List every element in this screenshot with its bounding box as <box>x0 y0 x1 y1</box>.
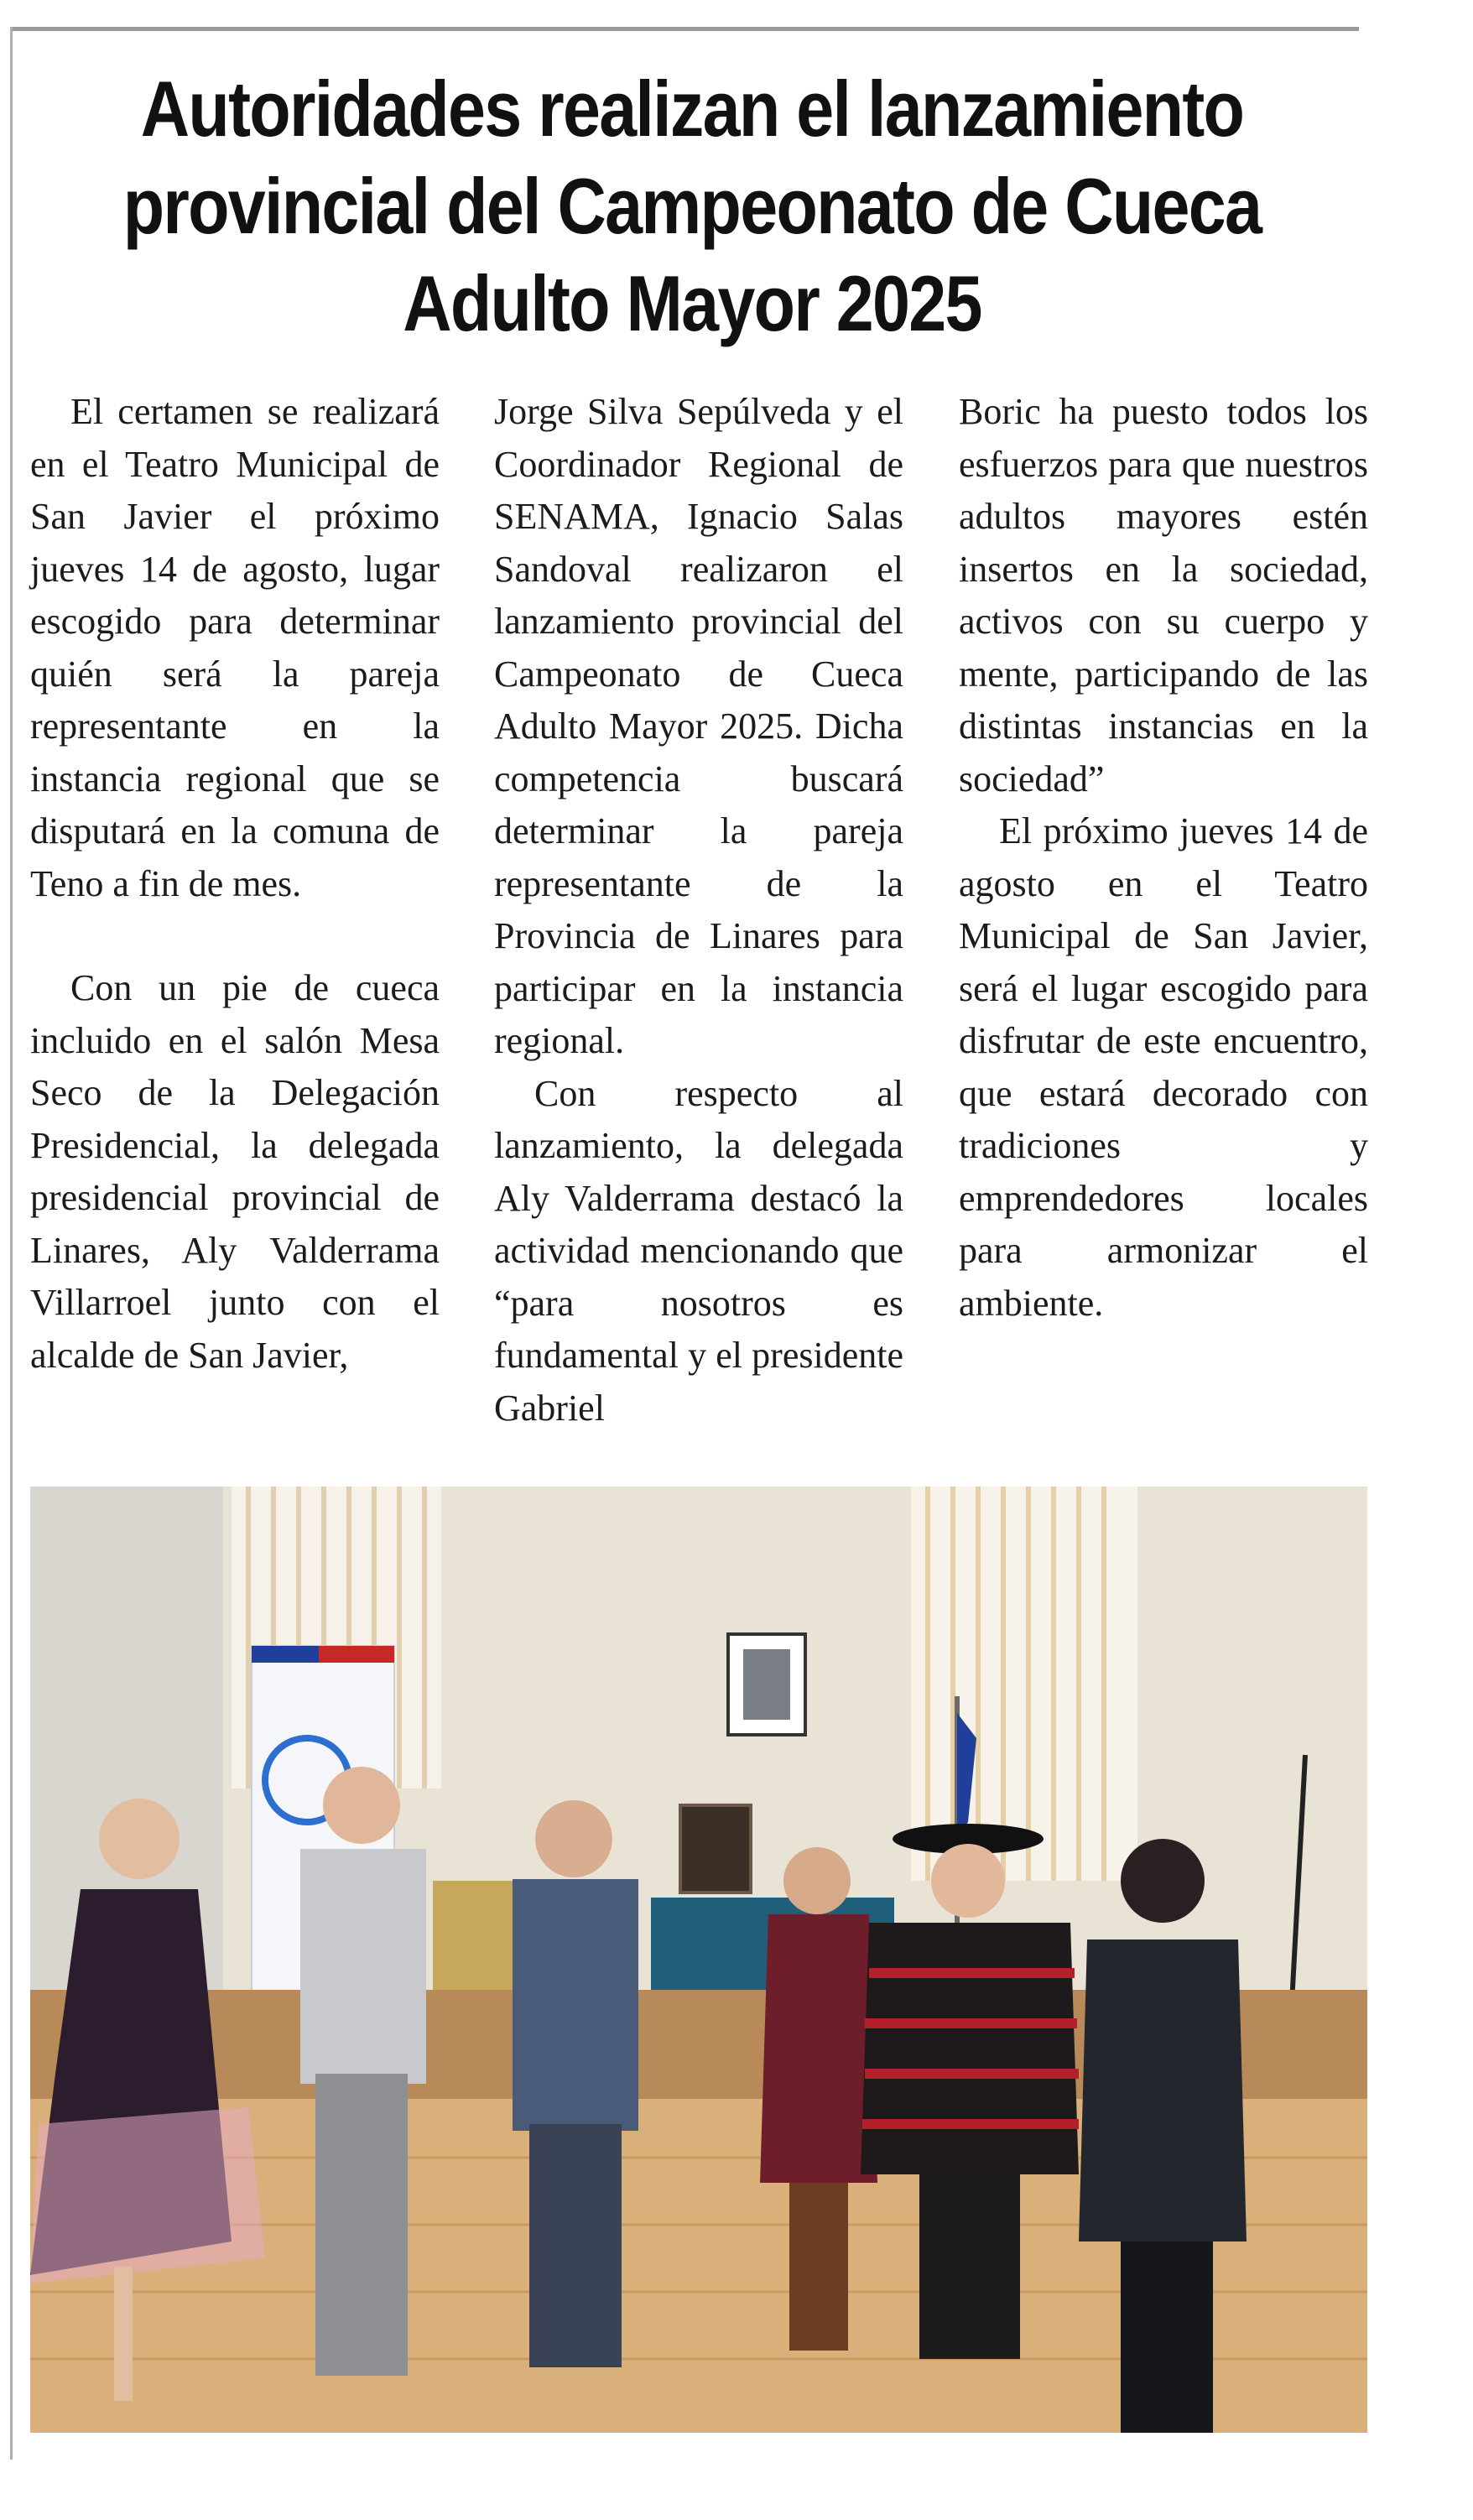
paragraph: Con respecto al lanzamiento, la delegada Aly Valderrama destacó la actividad mencionando que “para nosotros es fundamental y el presidente Gabriel <box>494 1072 903 1429</box>
article-column-3 <box>959 386 1368 1330</box>
article-headline: Autoridades realizan el lanzamiento provincial del Campeonato de Cueca Adulto Mayor 2025 <box>122 65 1262 347</box>
paragraph: Boric ha puesto todos los esfuerzos para que nuestros adultos mayores estén insertos en la sociedad, activos con su cuerpo y mente, participando de las distintas instancias en la sociedad” <box>959 391 1368 799</box>
paragraph: Con un pie de cueca incluido en el salón Mesa Seco de la Delegación Presidencial, la delegada presidencial provincial de Linares, Aly Valderrama Villarroel junto con el alcalde de San Javier, <box>30 967 440 1376</box>
left-rule <box>10 27 13 2460</box>
article-column-2 <box>494 386 903 1434</box>
article-column-1 <box>30 386 440 1382</box>
paragraph: Jorge Silva Sepúlveda y el Coordinador Regional de SENAMA, Ignacio Salas Sandoval realizaron el lanzamiento provincial del Campeonato de Cueca Adulto Mayor 2025. Dicha competencia buscará determinar la pareja representante de la Provincia de Linares para participar en la instancia regional. <box>494 391 903 1061</box>
top-rule <box>10 27 1359 31</box>
article-photo <box>30 1486 1367 2433</box>
paragraph: El certamen se realizará en el Teatro Municipal de San Javier el próximo jueves 14 de agosto, lugar escogido para determinar quién será la pareja representante en la instancia regional que se disputará en la comuna de Teno a fin de mes. <box>30 391 440 904</box>
person-3 <box>513 1800 638 2367</box>
paragraph: El próximo jueves 14 de agosto en el Teatro Municipal de San Javier, será el lugar escogido para disfrutar de este encuentro, que estará decorado con tradiciones y emprendedores locales para armonizar el ambiente. <box>959 810 1368 1324</box>
event-photo-illustration <box>30 1486 1367 2433</box>
person-2 <box>300 1767 426 2376</box>
